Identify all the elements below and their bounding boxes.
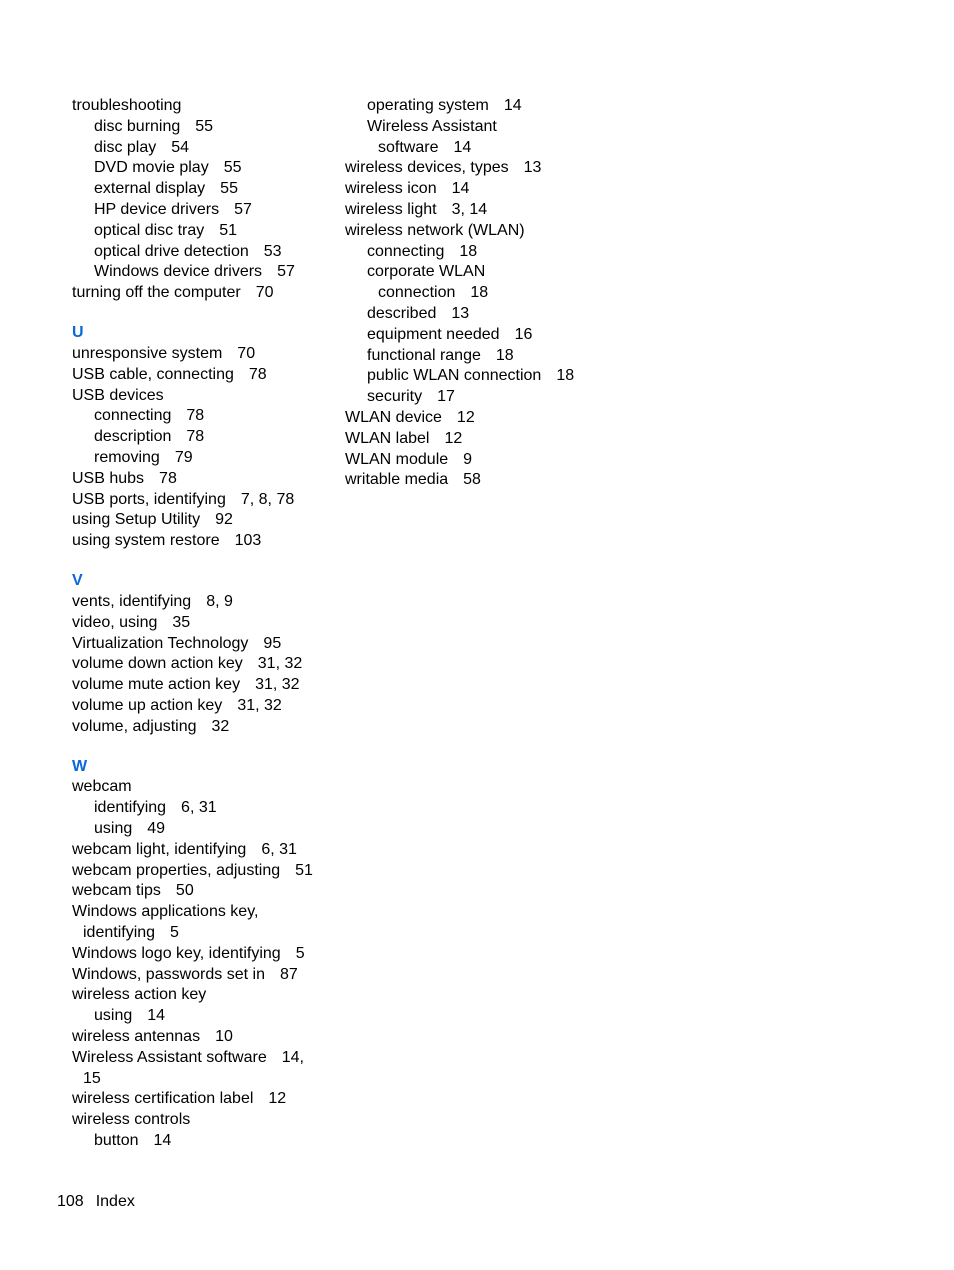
index-term: external display	[94, 180, 206, 198]
index-subentry	[72, 406, 332, 427]
index-entry	[72, 944, 332, 965]
index-term: using Setup Utility	[72, 511, 201, 529]
page-reference: 51	[219, 221, 238, 239]
index-entry	[345, 408, 605, 429]
page-reference: 10	[215, 1028, 233, 1046]
page-reference: 13	[451, 304, 470, 322]
index-term: webcam	[72, 778, 132, 796]
page-reference: 12	[444, 429, 463, 447]
index-term: unresponsive system	[72, 344, 223, 362]
page-reference: 78	[186, 428, 205, 446]
index-term: operating system	[367, 97, 489, 114]
index-entry	[72, 861, 332, 882]
index-subentry	[72, 819, 332, 840]
index-entry	[345, 158, 605, 179]
index-subentry	[345, 304, 605, 325]
index-term: webcam properties, adjusting	[72, 861, 281, 879]
index-column-right	[345, 96, 605, 491]
index-letter-heading: U	[72, 324, 84, 342]
index-entry	[72, 675, 332, 696]
index-term: DVD movie play	[94, 159, 209, 177]
index-entry	[72, 777, 332, 798]
page-reference: 14	[453, 138, 472, 156]
page-reference: 32	[211, 717, 230, 735]
index-entry	[72, 717, 332, 738]
index-subentry	[345, 242, 605, 263]
index-entry	[72, 654, 332, 675]
index-subentry	[72, 179, 332, 200]
page-reference: 51	[295, 861, 313, 879]
index-entry	[72, 902, 332, 923]
index-entry	[72, 469, 332, 490]
index-term: USB cable, connecting	[72, 365, 234, 383]
index-term: WLAN label	[345, 429, 430, 447]
page-reference: 12	[268, 1090, 287, 1108]
index-term: using system restore	[72, 532, 220, 550]
index-term: using	[94, 820, 133, 838]
index-entry	[72, 634, 332, 655]
index-term: vents, identifying	[72, 592, 192, 610]
index-entry	[72, 531, 332, 552]
index-entry	[72, 613, 332, 634]
page-reference: 9	[463, 450, 473, 468]
index-term: identifying	[94, 799, 167, 817]
page-reference: 12	[456, 408, 475, 426]
index-entry	[72, 840, 332, 861]
index-term: removing	[94, 448, 160, 466]
index-entry	[345, 179, 605, 200]
index-subentry	[345, 325, 605, 346]
page-reference: 78	[159, 469, 177, 487]
index-term: troubleshooting	[72, 97, 182, 114]
index-term: USB hubs	[72, 469, 145, 487]
index-term: WLAN device	[345, 408, 442, 426]
page-reference: 6, 31	[261, 840, 297, 858]
index-subentry	[72, 221, 332, 242]
index-term: button	[94, 1132, 139, 1150]
index-subentry	[345, 366, 605, 387]
index-entry	[72, 344, 332, 365]
index-term: video, using	[72, 613, 158, 631]
index-entry	[72, 1027, 332, 1048]
index-subentry	[345, 117, 605, 138]
index-term: USB ports, identifying	[72, 490, 226, 508]
index-term: wireless certification label	[72, 1090, 254, 1108]
index-subentry	[345, 283, 605, 304]
index-term: using	[94, 1007, 133, 1025]
page-reference: 57	[234, 200, 252, 218]
index-term: volume up action key	[72, 696, 223, 714]
page-reference: 58	[463, 471, 481, 489]
index-entry	[345, 221, 605, 242]
index-term: 15	[83, 1069, 101, 1087]
page-reference: 14	[147, 1007, 166, 1025]
index-term: volume down action key	[72, 655, 243, 673]
page-reference: 78	[248, 365, 267, 383]
index-entry	[72, 365, 332, 386]
index-term: writable media	[345, 471, 449, 489]
page-reference: 6, 31	[181, 799, 217, 817]
index-term: Wireless Assistant software	[72, 1048, 267, 1066]
index-term: USB devices	[72, 386, 164, 404]
index-term: webcam light, identifying	[72, 840, 247, 858]
page-reference: 31, 32	[237, 696, 282, 714]
index-term: volume, adjusting	[72, 717, 197, 735]
index-term: functional range	[367, 346, 481, 364]
page-reference: 57	[277, 263, 295, 281]
page-reference: 8, 9	[206, 592, 233, 610]
index-subentry	[72, 138, 332, 159]
index-term: disc play	[94, 138, 157, 156]
index-term: turning off the computer	[72, 284, 241, 302]
index-entry	[345, 429, 605, 450]
page-reference: 18	[459, 242, 478, 260]
page-reference: 31, 32	[257, 655, 303, 673]
index-entry	[72, 490, 332, 511]
index-entry	[345, 470, 605, 491]
index-entry	[72, 510, 332, 531]
index-subentry	[72, 158, 332, 179]
page-reference: 50	[175, 882, 194, 900]
index-entry	[72, 1048, 332, 1069]
page-reference: 35	[172, 613, 191, 631]
index-letter-heading: W	[72, 757, 88, 775]
index-term: wireless controls	[72, 1111, 191, 1129]
index-subentry	[72, 448, 332, 469]
index-term: wireless icon	[345, 180, 437, 198]
page-reference: 55	[223, 159, 242, 177]
index-letter-heading: V	[72, 572, 83, 590]
page-reference: 18	[495, 346, 514, 364]
page-reference: 70	[237, 344, 256, 362]
index-term: description	[94, 428, 172, 446]
page-reference: 54	[171, 138, 190, 156]
page-reference: 3, 14	[451, 200, 488, 218]
page-footer	[57, 1192, 135, 1213]
index-term: Virtualization Technology	[72, 634, 249, 652]
page-reference: 53	[263, 242, 282, 260]
index-subentry	[72, 1131, 332, 1152]
index-entry	[72, 696, 332, 717]
index-term: public WLAN connection	[367, 367, 542, 385]
section-label: Index	[95, 1193, 135, 1210]
index-subentry	[345, 387, 605, 408]
page-reference: 87	[279, 965, 298, 983]
index-entry	[72, 96, 332, 117]
index-subentry	[72, 242, 332, 263]
index-term: WLAN module	[345, 450, 449, 468]
page-reference: 5	[295, 944, 305, 962]
index-subentry	[72, 1006, 332, 1027]
page-reference: 17	[437, 388, 455, 406]
index-term: corporate WLAN	[367, 263, 486, 281]
index-entry	[72, 1110, 332, 1131]
index-term: optical drive detection	[94, 242, 249, 260]
page-reference: 14	[503, 97, 522, 114]
index-subentry	[72, 923, 332, 944]
index-subentry	[72, 200, 332, 221]
page-reference: 79	[174, 448, 193, 466]
index-subentry	[72, 1069, 332, 1090]
index-term: security	[367, 388, 423, 406]
page-reference: 7, 8, 78	[240, 490, 295, 508]
index-term: optical disc tray	[94, 221, 205, 239]
index-term: identifying	[83, 924, 156, 942]
index-subentry	[72, 262, 332, 283]
index-subentry	[345, 346, 605, 367]
index-subentry	[345, 262, 605, 283]
index-entry	[72, 386, 332, 407]
index-term: equipment needed	[367, 325, 500, 343]
index-subentry	[345, 138, 605, 159]
index-entry	[72, 1089, 332, 1110]
index-term: Windows applications key,	[72, 903, 259, 921]
page-reference: 18	[470, 284, 489, 302]
index-term: volume mute action key	[72, 676, 241, 694]
page-reference: 103	[234, 532, 262, 550]
index-term: wireless devices, types	[345, 159, 509, 177]
index-subentry	[345, 96, 605, 117]
index-term: Wireless Assistant	[367, 117, 497, 135]
index-term: Windows device drivers	[94, 263, 263, 281]
index-term: wireless network (WLAN)	[345, 221, 525, 239]
index-entry	[345, 200, 605, 221]
index-subentry	[72, 427, 332, 448]
page-reference: 5	[170, 924, 179, 942]
page-reference: 49	[147, 820, 166, 838]
page-reference: 92	[215, 511, 233, 529]
index-term: connecting	[94, 407, 172, 425]
index-term: webcam tips	[72, 882, 161, 900]
index-term: wireless light	[345, 200, 437, 218]
index-term: Windows, passwords set in	[72, 965, 265, 983]
index-term: connecting	[367, 242, 445, 260]
index-column-left	[72, 96, 332, 1152]
page-reference: 70	[255, 284, 274, 302]
page-reference: 14	[451, 180, 470, 198]
index-entry	[72, 985, 332, 1006]
page-reference: 55	[220, 180, 238, 198]
index-entry	[72, 592, 332, 613]
index-term: HP device drivers	[94, 200, 220, 218]
index-entry	[72, 965, 332, 986]
page-reference: 14,	[281, 1048, 304, 1066]
page-reference: 55	[195, 117, 214, 135]
page-reference: 14	[153, 1132, 172, 1150]
page-reference: 18	[556, 367, 575, 385]
index-term: connection	[378, 284, 456, 302]
index-entry	[72, 283, 332, 304]
index-subentry	[72, 117, 332, 138]
index-subentry	[72, 798, 332, 819]
page-reference: 95	[263, 634, 282, 652]
index-term: Windows logo key, identifying	[72, 944, 281, 962]
index-term: wireless action key	[72, 986, 207, 1004]
index-term: software	[378, 138, 439, 156]
index-entry	[345, 450, 605, 471]
page-reference: 31, 32	[255, 676, 300, 694]
page-reference: 13	[523, 159, 542, 177]
page-number: 108	[57, 1193, 84, 1210]
index-term: wireless antennas	[72, 1028, 201, 1046]
page-reference: 78	[186, 407, 205, 425]
index-entry	[72, 881, 332, 902]
index-term: described	[367, 304, 437, 322]
page-reference: 16	[514, 325, 533, 343]
index-term: disc burning	[94, 117, 181, 135]
